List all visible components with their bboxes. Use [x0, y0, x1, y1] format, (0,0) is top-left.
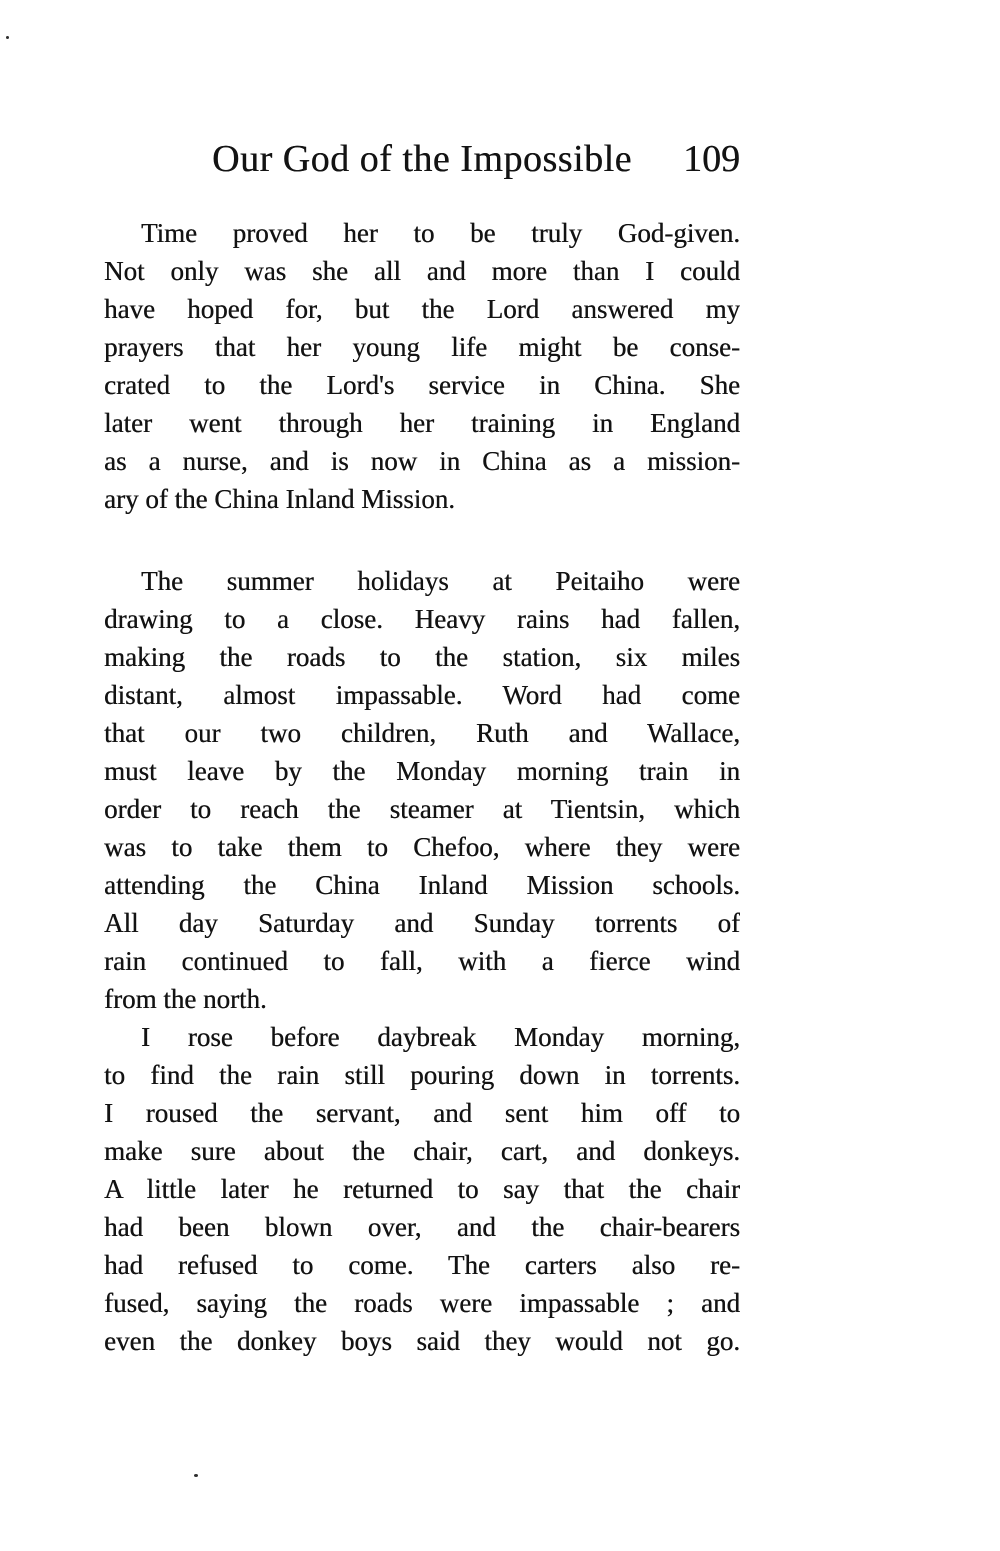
text-line: fused, saying the roads were impassable ; and: [104, 1288, 740, 1318]
text-line: that our two children, Ruth and Wallace,: [104, 718, 740, 748]
page-body: [104, 214, 740, 1360]
scan-speck: [6, 36, 9, 39]
text-line: The summer holidays at Peitaiho were: [141, 566, 740, 596]
text-line: from the north.: [104, 984, 267, 1014]
paragraph: [104, 1018, 740, 1360]
text-line: make sure about the chair, cart, and donkeys.: [104, 1136, 740, 1166]
text-line: A little later he returned to say that the chair: [104, 1174, 740, 1204]
text-line: crated to the Lord's service in China. She: [104, 370, 740, 400]
paragraph: [104, 214, 740, 518]
text-line: I rose before daybreak Monday morning,: [141, 1022, 740, 1052]
text-line: prayers that her young life might be conse-: [104, 332, 740, 362]
text-line: Not only was she all and more than I could: [104, 256, 740, 286]
scan-speck: [194, 1474, 198, 1477]
text-line: attending the China Inland Mission schools.: [104, 870, 740, 900]
text-line: have hoped for, but the Lord answered my: [104, 294, 740, 324]
text-line: I roused the servant, and sent him off to: [104, 1098, 740, 1128]
text-line: even the donkey boys said they would not go.: [104, 1326, 740, 1356]
text-line: order to reach the steamer at Tientsin, which: [104, 794, 740, 824]
text-line: later went through her training in England: [104, 408, 740, 438]
text-line: as a nurse, and is now in China as a mission-: [104, 446, 740, 476]
page-number: 109: [683, 138, 740, 180]
text-line: making the roads to the station, six miles: [104, 642, 740, 672]
text-line: had refused to come. The carters also re-: [104, 1250, 740, 1280]
text-line: ary of the China Inland Mission.: [104, 484, 455, 514]
paragraph: [104, 562, 740, 1018]
text-line: to find the rain still pouring down in torrents.: [104, 1060, 740, 1090]
text-line: must leave by the Monday morning train in: [104, 756, 740, 786]
chapter-title: Our God of the Impossible: [212, 138, 632, 180]
text-line: distant, almost impassable. Word had come: [104, 680, 740, 710]
text-line: drawing to a close. Heavy rains had fallen,: [104, 604, 740, 634]
text-line: rain continued to fall, with a fierce wind: [104, 946, 740, 976]
text-line: Time proved her to be truly God-given.: [141, 218, 740, 248]
text-line: All day Saturday and Sunday torrents of: [104, 908, 740, 938]
text-line: had been blown over, and the chair-bearers: [104, 1212, 740, 1242]
text-line: was to take them to Chefoo, where they were: [104, 832, 740, 862]
running-header: [104, 134, 740, 184]
